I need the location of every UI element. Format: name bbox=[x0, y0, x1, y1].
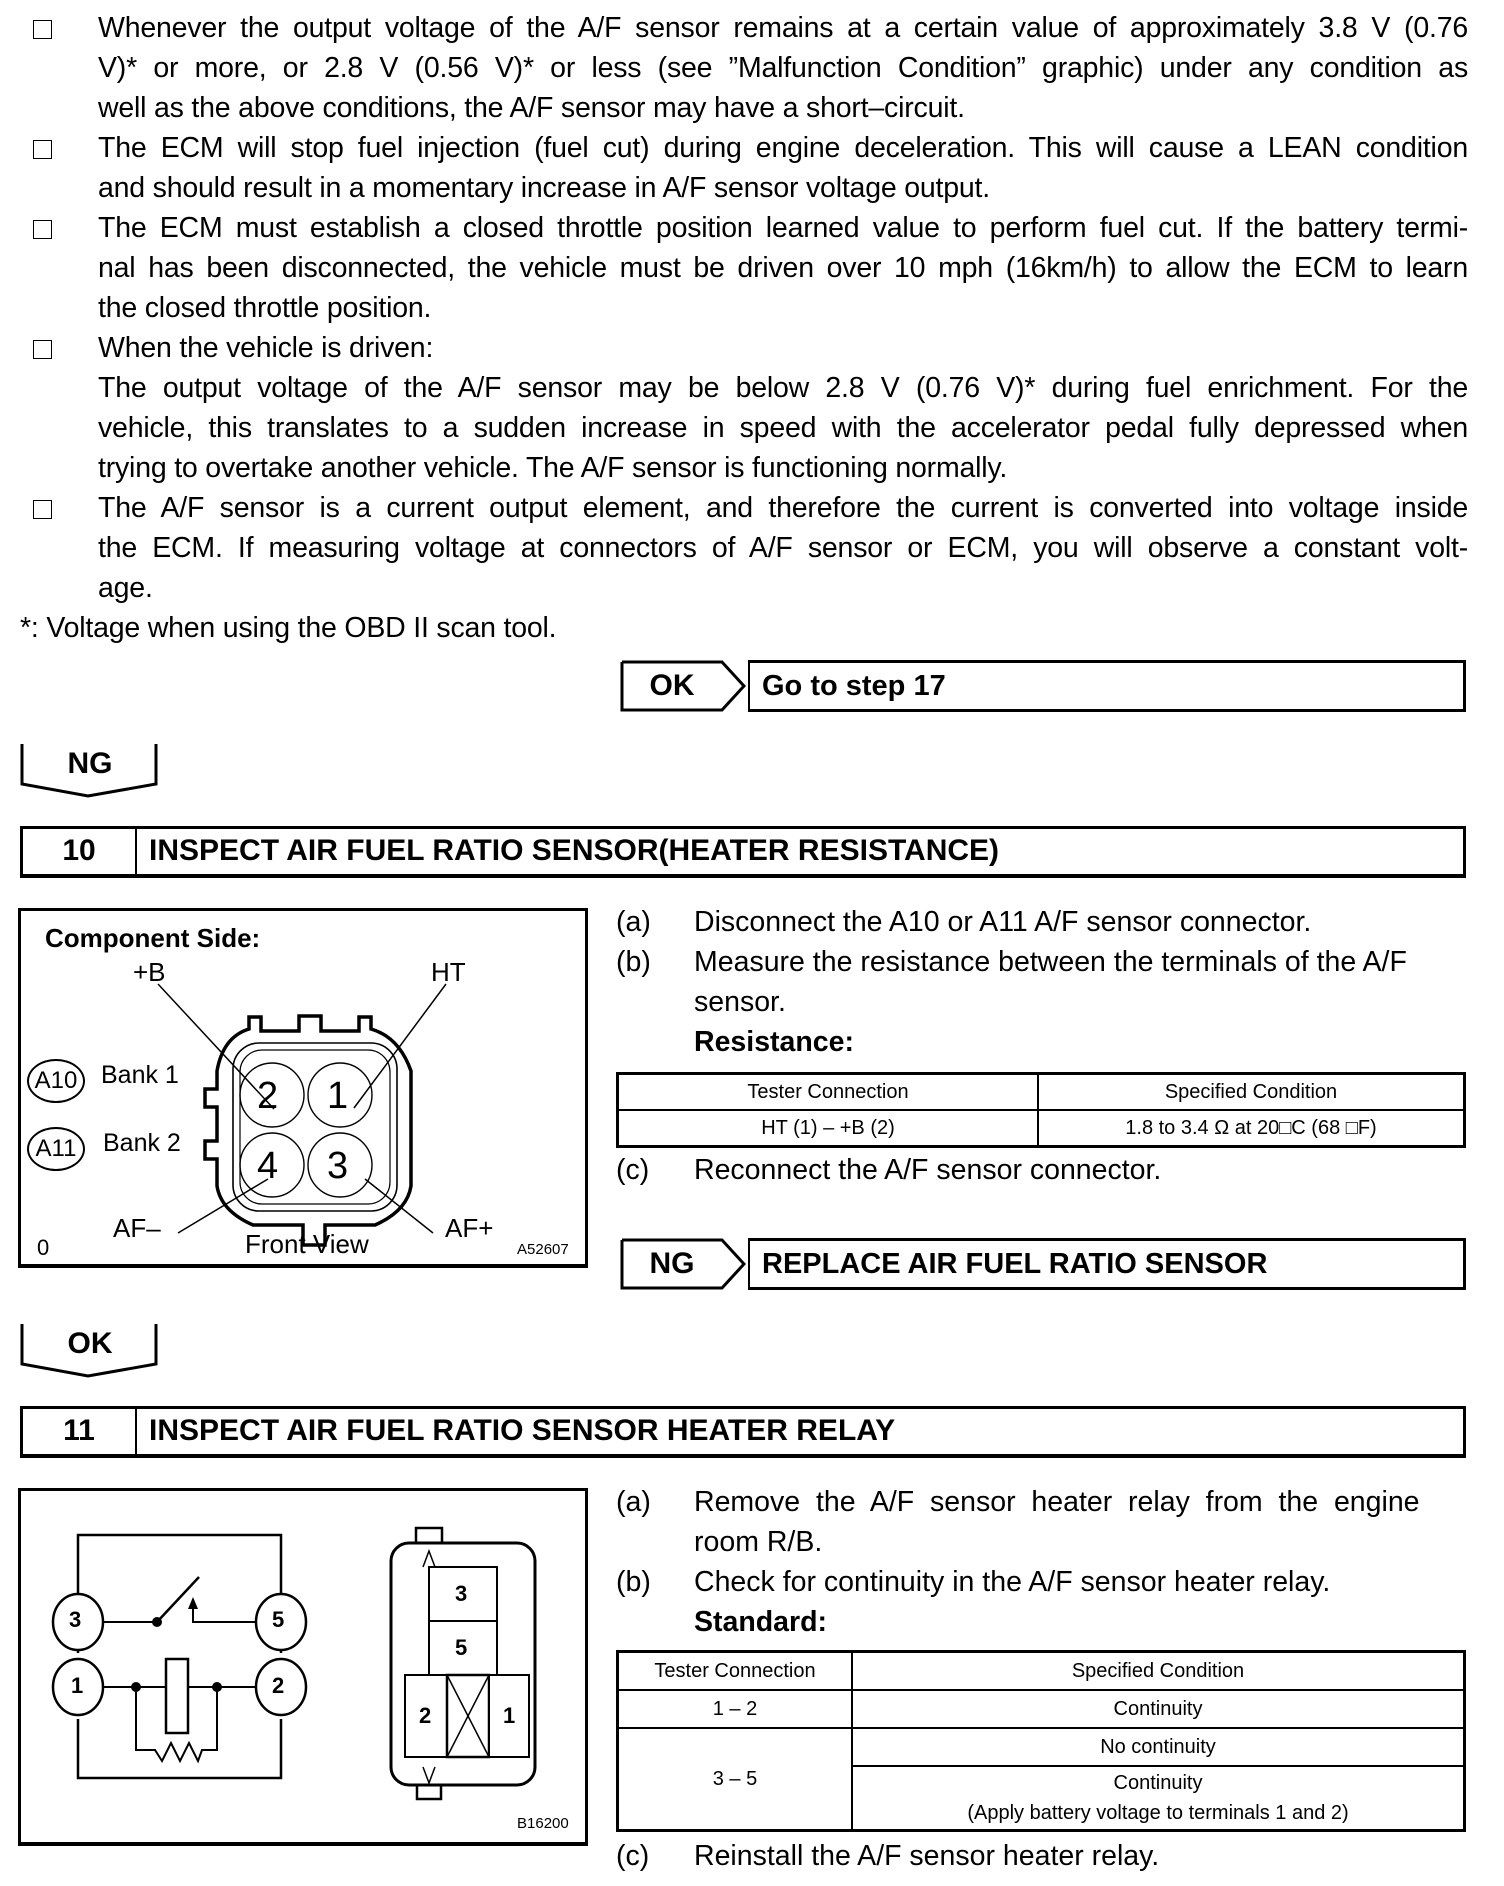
note-line: trying to overtake another vehicle. The A/F sensor is functioning normally. bbox=[98, 452, 1008, 484]
continuity-spec-table bbox=[616, 1650, 1466, 1832]
note-line: and should result in a momentary increase in A/F sensor voltage output. bbox=[98, 172, 990, 204]
instruction-text: room R/B. bbox=[694, 1526, 823, 1558]
ng-label: NG bbox=[67, 747, 113, 780]
note-bullet-1 bbox=[98, 8, 1468, 128]
step-number: 11 bbox=[23, 1409, 137, 1454]
corner-mark: 0 bbox=[37, 1235, 50, 1260]
footnote: *: Voltage when using the OBD II scan tool. bbox=[20, 612, 557, 644]
table-header: Tester Connection bbox=[618, 1652, 853, 1691]
pin-label-af-minus: AF– bbox=[113, 1213, 161, 1243]
table-cell: No continuity bbox=[852, 1728, 1465, 1766]
leader-line bbox=[354, 984, 446, 1108]
note-line: the ECM. If measuring voltage at connectors of A/F sensor or ECM, you will observe a constant volt- bbox=[98, 532, 1468, 564]
table-header: Specified Condition bbox=[852, 1652, 1465, 1691]
instruction-label: (a) bbox=[616, 1486, 651, 1518]
note-bullet-2 bbox=[98, 128, 1468, 208]
note-line: The A/F sensor is a current output element, and therefore the current is converted into voltage inside bbox=[98, 492, 1468, 524]
note-bullet-4 bbox=[98, 328, 1468, 488]
step-title: INSPECT AIR FUEL RATIO SENSOR HEATER RELAY bbox=[149, 1414, 896, 1447]
note-line: vehicle, this translates to a sudden increase in speed with the accelerator pedal fully depressed when bbox=[98, 412, 1468, 444]
step-11-header bbox=[20, 1406, 1466, 1458]
heater-relay-figure bbox=[18, 1488, 588, 1846]
instruction-text: sensor. bbox=[694, 986, 786, 1018]
note-line: The ECM will stop fuel injection (fuel cut) during engine deceleration. This will cause a LEAN condition bbox=[98, 132, 1468, 164]
step11-instruction-b bbox=[616, 1562, 1466, 1602]
relay-terminal-number: 1 bbox=[503, 1703, 516, 1728]
connector-bank-label: Bank 1 bbox=[101, 1061, 179, 1089]
step-number: 10 bbox=[23, 829, 137, 874]
note-bullet-3 bbox=[98, 208, 1468, 328]
view-label: Front View bbox=[245, 1229, 369, 1259]
ok-destination-box[interactable]: Go to step 17 bbox=[748, 660, 1466, 712]
step-title: INSPECT AIR FUEL RATIO SENSOR(HEATER RESISTANCE) bbox=[149, 834, 1000, 867]
relay-terminal-number: 2 bbox=[419, 1703, 432, 1728]
table-cell: 1.8 to 3.4 Ω at 20□C (68 □F) bbox=[1038, 1110, 1465, 1147]
standard-heading bbox=[694, 1602, 827, 1642]
note-line: age. bbox=[98, 572, 153, 604]
figure-id: B16200 bbox=[517, 1815, 569, 1832]
bullet-checkbox-icon bbox=[33, 340, 52, 359]
step10-instruction-b bbox=[616, 942, 1476, 1022]
step10-instruction-a bbox=[616, 902, 1476, 942]
instruction-label: (b) bbox=[616, 946, 651, 978]
instruction-label: (c) bbox=[616, 1154, 650, 1186]
note-line: Whenever the output voltage of the A/F sensor remains at a certain value of approximately 3.8 V (0.76 bbox=[98, 12, 1468, 44]
terminal-number: 1 bbox=[71, 1673, 84, 1698]
instruction-text: Reinstall the A/F sensor heater relay. bbox=[694, 1840, 1160, 1872]
step11-instruction-a bbox=[616, 1482, 1466, 1562]
note-bullet-5 bbox=[98, 488, 1468, 608]
ok-label: OK bbox=[67, 1327, 113, 1360]
note-line: V)* or more, or 2.8 V (0.56 V)* or less (see ”Malfunction Condition” graphic) under any condition as bbox=[98, 52, 1468, 84]
table-cell: HT (1) – +B (2) bbox=[618, 1110, 1039, 1147]
table-cell: 3 – 5 bbox=[618, 1728, 853, 1831]
instruction-text: Measure the resistance between the terminals of the A/F bbox=[694, 946, 1407, 978]
step11-instruction-c bbox=[616, 1836, 1466, 1876]
connector-code-a10: A10 bbox=[27, 1059, 85, 1103]
bullet-checkbox-icon bbox=[33, 220, 52, 239]
ng-destination-box[interactable]: REPLACE AIR FUEL RATIO SENSOR bbox=[748, 1238, 1466, 1290]
table-row bbox=[618, 1728, 1465, 1766]
ng-down-arrow[interactable] bbox=[20, 742, 160, 802]
instruction-text: Check for continuity in the A/F sensor heater relay. bbox=[694, 1566, 1331, 1598]
figure-id: A52607 bbox=[517, 1241, 569, 1258]
note-line: nal has been disconnected, the vehicle must be driven over 10 mph (16km/h) to allow the ECM to learn bbox=[98, 252, 1468, 284]
figure-heading: Component Side: bbox=[45, 923, 261, 953]
relay-circuit-drawing bbox=[21, 1491, 585, 1841]
table-cell: Continuity bbox=[852, 1690, 1465, 1728]
table-cell: 1 – 2 bbox=[618, 1690, 853, 1728]
pin-number: 4 bbox=[257, 1145, 279, 1187]
pin-number: 3 bbox=[327, 1145, 349, 1187]
ng-label: NG bbox=[649, 1247, 695, 1280]
ok-label: OK bbox=[649, 669, 695, 702]
connector-code-a11: A11 bbox=[27, 1127, 85, 1171]
relay-terminal-number: 5 bbox=[455, 1635, 468, 1660]
relay-coil bbox=[166, 1659, 188, 1733]
table-header-row bbox=[618, 1074, 1465, 1111]
step-10-header bbox=[20, 826, 1466, 878]
resistance-spec-table bbox=[616, 1072, 1466, 1148]
connector-bank-label: Bank 2 bbox=[103, 1129, 181, 1157]
table-cell bbox=[852, 1766, 1465, 1831]
note-line: well as the above conditions, the A/F sensor may have a short–circuit. bbox=[98, 92, 965, 124]
spec-heading: Resistance: bbox=[694, 1026, 854, 1058]
instruction-label: (a) bbox=[616, 906, 651, 938]
note-line: When the vehicle is driven: bbox=[98, 332, 434, 364]
pin-number: 2 bbox=[257, 1075, 279, 1117]
condition-line: (Apply battery voltage to terminals 1 and 2) bbox=[967, 1802, 1349, 1824]
table-header: Tester Connection bbox=[618, 1074, 1039, 1111]
note-line: the closed throttle position. bbox=[98, 292, 432, 324]
pin-number: 1 bbox=[327, 1075, 349, 1117]
bullet-checkbox-icon bbox=[33, 20, 52, 39]
table-row bbox=[618, 1690, 1465, 1728]
terminal-number: 5 bbox=[272, 1607, 285, 1632]
af-sensor-connector-figure bbox=[18, 908, 588, 1268]
ng-result-arrow[interactable] bbox=[620, 1238, 746, 1290]
connector-drawing bbox=[21, 911, 585, 1263]
table-header-row bbox=[618, 1652, 1465, 1691]
bullet-checkbox-icon bbox=[33, 500, 52, 519]
pin-label-ht: HT bbox=[431, 957, 466, 987]
pin-label-af-plus: AF+ bbox=[445, 1213, 494, 1243]
relay-terminal-number: 3 bbox=[455, 1581, 468, 1606]
instruction-text: Remove the A/F sensor heater relay from the engine bbox=[694, 1486, 1420, 1518]
table-header: Specified Condition bbox=[1038, 1074, 1465, 1111]
bullet-checkbox-icon bbox=[33, 140, 52, 159]
ok-result-arrow[interactable] bbox=[620, 660, 746, 712]
terminal-number: 2 bbox=[272, 1673, 285, 1698]
condition-line: Continuity bbox=[1113, 1772, 1203, 1794]
ok-down-arrow[interactable] bbox=[20, 1322, 160, 1382]
instruction-text: Reconnect the A/F sensor connector. bbox=[694, 1154, 1162, 1186]
note-line: The output voltage of the A/F sensor may be below 2.8 V (0.76 V)* during fuel enrichment. For the bbox=[98, 372, 1468, 404]
instruction-text: Disconnect the A10 or A11 A/F sensor connector. bbox=[694, 906, 1312, 938]
note-line: The ECM must establish a closed throttle position learned value to perform fuel cut. If the battery termi- bbox=[98, 212, 1468, 244]
step10-instruction-c bbox=[616, 1150, 1476, 1190]
terminal-number: 3 bbox=[69, 1607, 82, 1632]
instruction-label: (c) bbox=[616, 1840, 650, 1872]
resistance-heading bbox=[694, 1022, 854, 1062]
spec-heading: Standard: bbox=[694, 1606, 828, 1638]
instruction-label: (b) bbox=[616, 1566, 651, 1598]
table-row bbox=[618, 1110, 1465, 1147]
pin-label-plus-b: +B bbox=[133, 957, 166, 987]
